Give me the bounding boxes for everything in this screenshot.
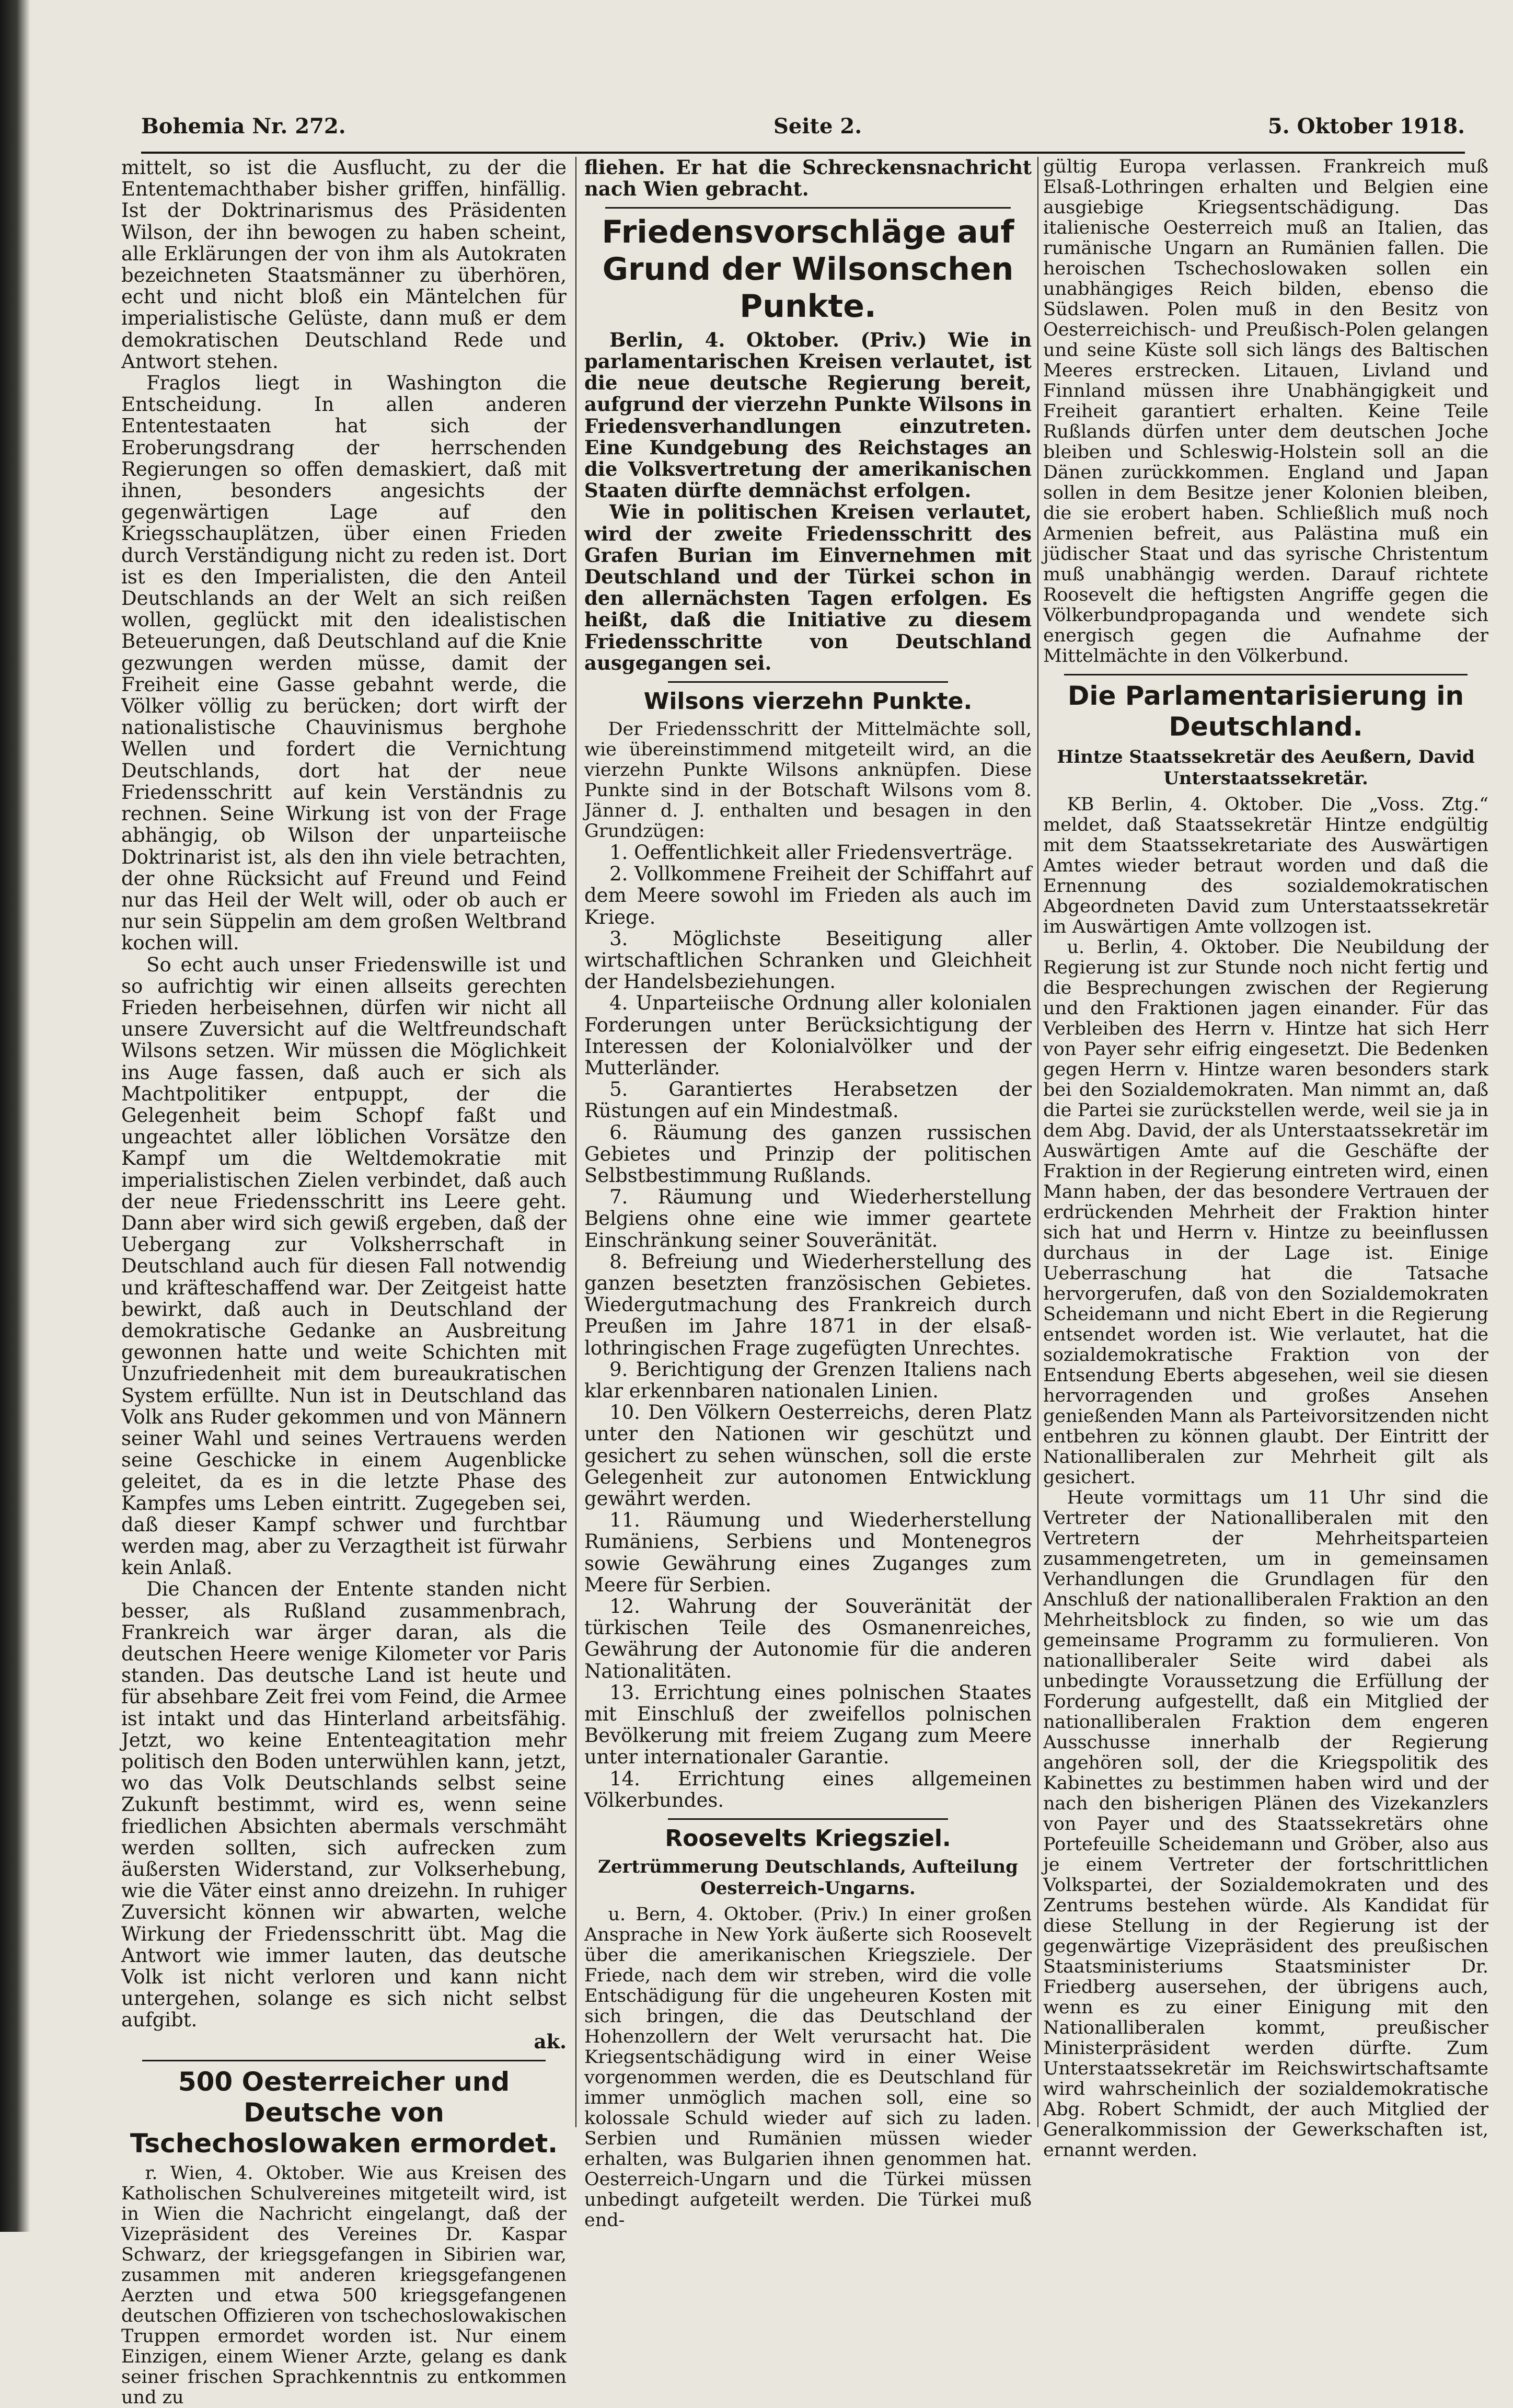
- author-signature: ak.: [534, 2029, 567, 2053]
- article-murder: r. Wien, 4. Oktober. Wie aus Kreisen des Katholischen Schulvereines mitgeteilt wird, ist in Wien die Nachricht eingelangt, daß der Vizepräsident des Vereines Dr. Kaspar Schwarz, der kriegsgefangen in Sibirien war, zusammen mit anderen kriegsgefangenen Aerzten und etwa 500 kriegsgefangenen deutschen Offizieren von tschechoslowakischen Truppen ermordet worden ist. Nur einem Einzigen, einem Wiener Arzte, gelang es dank seiner frischen Sprachkenntnis zu entkommen und zu: [121, 2162, 567, 2408]
- list-item: 5. Garantiertes Herabsetzen der Rüstungen auf ein Mindestmaß.: [584, 1078, 1032, 1122]
- column-divider-2: [1037, 157, 1038, 2127]
- headline-murder: 500 Oesterreicher und Deutsche von Tschechoslowaken ermordet.: [130, 2066, 558, 2159]
- binding-edge: [0, 0, 30, 2232]
- paragraph: Heute vormittags um 11 Uhr sind die Vertreter der Nationalliberalen mit den Vertretern der Mehrheitsparteien zusammengetreten, um in gemeinsamen Verhandlungen die Grundlagen für den Anschluß der nationalliberalen Fraktion an den Mehrheitsblock zu finden, so wie um das gemeinsame Programm zu formulieren. Von nationalliberaler Seite wird dabei als unbedingte Voraussetzung die Erfüllung der Forderung aufgestellt, daß ein Mitglied der nationalliberalen Fraktion dem engeren Ausschusse innerhalb der Regierung angehören soll, der die Kriegspolitik des Kabinettes zu bestimmen haben wird und der nach den bisherigen Plänen des Vizekanzlers von Payer und des Staatssekretärs ohne Portefeuille Scheidemann und Gröber, also aus je einem Vertreter der fortschrittlichen Volkspartei, der Sozialdemokraten und des Zentrums bestehen würde. Als Kandidat für diese Stellung in der Regierung ist der gegenwärtige Vizepräsident des preußischen Staatsministeriums Staatsminister Dr. Friedberg ausersehen, der übrigens auch, wenn es zu einer Einigung mit den Nationalliberalen kommt, preußischer Ministerpräsident werden dürfte. Zum Unterstaatssekretär im Reichswirtschaftsamte wird wahrscheinlich der sozialdemokratische Abg. Robert Schmidt, der auch Mitglied der Generalkommission der Gewerkschaften ist, ernannt werden.: [1043, 1487, 1488, 2161]
- paragraph: So echt auch unser Friedenswille ist und so aufrichtig wir einen allseits gerechten Frieden herbeisehnen, dürfen wir nicht all unsere Zuversicht auf die Weltfreundschaft Wilsons setzen. Wir müssen die Möglichkeit ins Auge fassen, daß auch er sich als Machtpolitiker entpuppt, der die Gelegenheit beim Schopf faßt und ungeachtet aller löblichen Vorsätze den Kampf um die Weltdemokratie mit imperialistischen Zielen verbindet, daß auch der neue Friedensschritt ins Leere geht. Dann aber wird sich gewiß ergeben, daß der Uebergang zur Volksherrschaft in Deutschland auch für diesen Fall notwendig und kräfteschaffend war. Der Zeitgeist hatte bewirkt, daß auch in Deutschland der demokratische Gedanke an Ausbreitung gewonnen hatte und weite Schichten mit Unzufriedenheit mit dem bureaukratischen System erfüllte. Nun ist in Deutschland das Volk ans Ruder gekommen und von Männern seiner Wahl und seines Vertrauens werden seine Geschicke in einem Augenblicke geleitet, da es in die letzte Phase des Kampfes ums Leben eintritt. Zugegeben sei, daß dieser Kampf schwer und furchtbar werden mag, aber zu Verzagtheit ist fürwahr kein Anlaß.: [121, 953, 567, 1579]
- list-item: 3. Möglichste Beseitigung aller wirtschaftlichen Schranken und Gleichheit der Handelsbeziehungen.: [584, 927, 1032, 993]
- list-item: 14. Errichtung eines allgemeinen Völkerbundes.: [584, 1767, 1032, 1811]
- list-item: 7. Räumung und Wiederherstellung Belgiens ohne eine wie immer geartete Einschränkung seiner Souveränität.: [584, 1186, 1032, 1252]
- list-item: 1. Oeffentlichkeit aller Friedensverträge.: [609, 841, 1013, 864]
- points-intro: Der Friedensschritt der Mittelmächte soll, wie übereinstimmend mitgeteilt wird, an die vierzehn Punkte Wilsons anknüpfen. Diese Punkte sind in der Botschaft Wilsons vom 8. Jänner d. J. enthalten und besagen in den Grundzügen:: [584, 718, 1032, 842]
- list-item: 2. Vollkommene Freiheit der Schiffahrt auf dem Meere sowohl im Frieden als auch im Kriege.: [584, 863, 1032, 928]
- article-roosevelt: u. Bern, 4. Oktober. (Priv.) In einer großen Ansprache in New York äußerte sich Roosevelt über die amerikanischen Kriegsziele. Der Friede, nach dem wir streben, wird die volle Entschädigung für die ungeheuren Kosten mit sich bringen, die das Deutschland der Hohenzollern der Welt verursacht hat. Die Kriegsentschädigung wird in einer Weise vorgenommen werden, die es Deutschland für immer unmöglich machen soll, eine so kolossale Schuld wieder auf sich zu laden. Serbien und Rumänien müssen wieder erhalten, was Bulgarien ihnen genommen hat. Oesterreich-Ungarn und die Türkei müssen unbedingt aufgeteilt werden. Die Türkei muß end-: [584, 1904, 1032, 2231]
- list-item: 9. Berichtigung der Grenzen Italiens nach klar erkennbaren nationalen Linien.: [584, 1358, 1032, 1403]
- article-separator: [142, 2060, 546, 2061]
- subheadline-parliamentarization: Hintze Staatssekretär des Aeußern, David Unterstaatssekretär.: [1057, 747, 1475, 789]
- article-separator: [1064, 674, 1468, 675]
- column-divider-1: [575, 157, 576, 2127]
- paragraph: KB Berlin, 4. Oktober. Die „Voss. Ztg.“ meldet, daß Staatssekretär Hintze endgültig mit dem Staatssekretariate des Auswärtigen Amtes wieder betraut worden und daß die Ernennung des sozialdemokratischen Abgeordneten David zum Unterstaatssekretär im Auswärtigen Amte vollzogen ist.: [1043, 794, 1488, 937]
- list-item: 12. Wahrung der Souveränität der türkischen Teile des Osmanenreiches, Gewährung der Autonomie für die anderen Nationalitäten.: [584, 1595, 1032, 1682]
- header-rule: [141, 152, 1465, 154]
- headline-peace-proposals: Friedensvorschläge auf Grund der Wilsonschen Punkte.: [602, 214, 1014, 325]
- column-2: [584, 156, 1032, 2231]
- list-item: 10. Den Völkern Oesterreichs, deren Platz unter den Nationen wir geschützt und gesichert zu sehen wünschen, soll die erste Gelegenheit zur autonomen Entwicklung gewährt werden.: [584, 1401, 1032, 1510]
- article-separator: [668, 681, 948, 683]
- fourteen-points-list: [584, 842, 1032, 1811]
- list-item: 8. Befreiung und Wiederherstellung des ganzen besetzten französischen Gebietes. Wiedergutmachung des Frankreich durch Preußen im Jahre 1871 in der elsaß-lothringischen Frage zugefügten Unrechtes.: [584, 1250, 1032, 1359]
- header-issue: Bohemia Nr. 272.: [141, 114, 346, 139]
- headline-fourteen-points: Wilsons vierzehn Punkte.: [643, 688, 973, 715]
- page-header: [141, 114, 1465, 145]
- list-item: 6. Räumung des ganzen russischen Gebietes und Prinzip der politischen Selbstbestimmung Rußlands.: [584, 1121, 1032, 1187]
- article-peace-proposals: Berlin, 4. Oktober. (Priv.) Wie in parlamentarischen Kreisen verlautet, ist die neue deutsche Regierung bereit, aufgrund der vierzehn Punkte Wilsons in Friedensverhandlungen einzutreten. Eine Kundgebung des Reichstages an die Volksvertretung der amerikanischen Staaten dürfte demnächst erfolgen.: [584, 328, 1032, 502]
- paragraph: fliehen. Er hat die Schreckensnachricht nach Wien gebracht.: [584, 156, 1032, 201]
- headline-parliamentarization: Die Parlamentarisierung in Deutschland.: [1067, 681, 1464, 742]
- paragraph: Die Chancen der Entente standen nicht besser, als Rußland zusammenbrach, Frankreich war ärger daran, als die deutschen Heere wenige Kilometer vor Paris standen. Das deutsche Land ist heute und für absehbare Zeit frei vom Feind, die Armee ist intakt und das Hinterland arbeitsfähig. Jetzt, wo keine Ententeagitation mehr politisch den Boden unterwühlen kann, jetzt, wo das Volk Deutschlands selbst seine Zukunft bestimmt, wird es, wenn seine friedlichen Absichten abermals verschmäht werden sollten, sich aufrecken zum äußersten Widerstand, zur Volkserhebung, wie die Väter einst anno dreizehn. In ruhiger Zuversicht können wir abwarten, welche Wirkung der Friedensschritt übt. Mag die Antwort wie immer lauten, das deutsche Volk ist nicht verloren und kann nicht untergehen, solange es sich nicht selbst aufgibt.: [121, 1578, 567, 2032]
- list-item: 4. Unparteiische Ordnung aller kolonialen Forderungen unter Berücksichtigung der Interessen der Kolonialvölker und der Mutterländer.: [584, 992, 1032, 1079]
- header-page-number: Seite 2.: [773, 114, 862, 139]
- paragraph: u. Berlin, 4. Oktober. Die Neubildung der Regierung ist zur Stunde noch nicht fertig und die Besprechungen zwischen der Regierung und den Fraktionen jagen einander. Für das Verbleiben des Herrn v. Hintze hat sich Herr von Payer sehr eifrig eingesetzt. Die Bedenken gegen Herrn v. Hintze waren besonders stark bei den Sozialdemokraten. Man nimmt an, daß die Partei sie zurückstellen werde, weil sie ja in dem Abg. David, der als Unterstaatssekretär im Auswärtigen Amte auf die Geschäfte der Fraktion in der Regierung eintreten wird, einen Mann haben, der das besondere Vertrauen der erdrückenden Mehrheit der Fraktion hinter sich hat und Herrn v. Hintze zu beeinflussen durchaus in der Lage ist. Einige Ueberraschung hat die Tatsache hervorgerufen, daß von den Sozialdemokraten Scheidemann und nicht Ebert in die Regierung entsendet worden ist. Wie verlautet, hat die sozialdemokratische Fraktion von der Entsendung Eberts abgesehen, weil sie diesen hervorragenden und großes Ansehen genießenden Mann als Parteivorsitzenden nicht entbehren zu können glaubt. Der Eintritt der Nationalliberalen zur Mehrheit gilt als gesichert.: [1043, 936, 1488, 1488]
- article-roosevelt-continued: gültig Europa verlassen. Frankreich muß Elsaß-Lothringen erhalten und Belgien eine ausgiebige Kriegsentschädigung. Das italienische Oesterreich muß an Italien, das rumänische Ungarn an Rumänien fallen. Die heroischen Tschechoslowaken sollen ein unabhängiges Reich bilden, ebenso die Südslawen. Polen muß in den Besitz von Oesterreichisch- und Preußisch-Polen gelangen und seine Küste soll sich längs des Baltischen Meeres erstrecken. Litauen, Livland und Finnland müssen ihre Unabhängigkeit und Freiheit garantiert erhalten. Keine Teile Rußlands dürfen unter dem deutschen Joche bleiben und Schleswig-Holstein soll an die Dänen zurückkommen. England und Japan sollen in dem Besitze jener Kolonien bleiben, die sie erobert haben. Schließlich muß noch Armenien befreit, aus Palästina muß ein jüdischer Staat und das syrische Christentum muß unabhängig werden. Darauf richtete Roosevelt die heftigsten Angriffe gegen die Völkerbundpropaganda und wendete sich energisch gegen die Aufnahme der Mittelmächte in den Völkerbund.: [1043, 156, 1488, 667]
- article-peace-step: Wie in politischen Kreisen verlautet, wird der zweite Friedensschritt des Grafen Burian im Einvernehmen mit Deutschland und der Türkei schon in den allernächsten Tagen erfolgen. Es heißt, daß die Initiative zu diesem Friedensschritte von Deutschland ausgegangen sei.: [584, 500, 1032, 674]
- header-date: 5. Oktober 1918.: [1267, 114, 1465, 139]
- column-1: [121, 156, 567, 2408]
- paragraph: Fraglos liegt in Washington die Entscheidung. In allen anderen Ententestaaten hat sich der Eroberungsdrang der herrschenden Regierungen so offen demaskiert, daß mit ihnen, besonders angesichts der gegenwärtigen Lage auf den Kriegsschauplätzen, über einen Frieden durch Verständigung nicht zu reden ist. Dort ist es den Imperialisten, die den Anteil Deutschlands an der Welt an sich reißen wollen, geglückt mit den idealistischen Beteuerungen, daß Deutschland auf die Knie gezwungen werden müsse, damit der Freiheit eine Gasse gebahnt werde, die Völker völlig zu berücken; dort wirft der nationalistische Chauvinismus berghohe Wellen und fordert die Vernichtung Deutschlands, dort hat der neue Friedensschritt auf kein Verständnis zu rechnen. Seine Wirkung ist von der Frage abhängig, ob Wilson der unparteiische Doktrinarist ist, als den ihn viele betrachten, der ohne Rücksicht auf Freund und Feind nur das Heil der Welt will, oder ob auch er nur sein Süppelin am dem großen Weltbrand kochen will.: [121, 372, 567, 955]
- article-separator: [605, 207, 1011, 209]
- paragraph: mittelt, so ist die Ausflucht, zu der die Ententemachthaber bisher griffen, hinfällig. Ist der Doktrinarismus des Präsidenten Wilson, der ihn bewogen zu haben scheint, alle Erklärungen der von ihm als Autokraten bezeichneten Staatsmänner zu überhören, echt und nicht bloß ein Mäntelchen für imperialistische Gelüste, dann muß er dem demokratischen Deutschland Rede und Antwort stehen.: [121, 156, 567, 373]
- column-3: [1043, 156, 1488, 2161]
- subheadline-roosevelt: Zertrümmerung Deutschlands, Aufteilung Oesterreich-Ungarns.: [598, 1856, 1018, 1899]
- list-item: 13. Errichtung eines polnischen Staates mit Einschluß der zweifellos polnischen Bevölkerung mit freiem Zugang zum Meere unter internationaler Garantie.: [584, 1681, 1032, 1769]
- list-item: 11. Räumung und Wiederherstellung Rumäniens, Serbiens und Montenegros sowie Gewährung eines Zuganges zum Meere für Serbien.: [584, 1509, 1032, 1596]
- headline-roosevelt: Roosevelts Kriegsziel.: [665, 1825, 951, 1852]
- article-separator: [668, 1818, 948, 1820]
